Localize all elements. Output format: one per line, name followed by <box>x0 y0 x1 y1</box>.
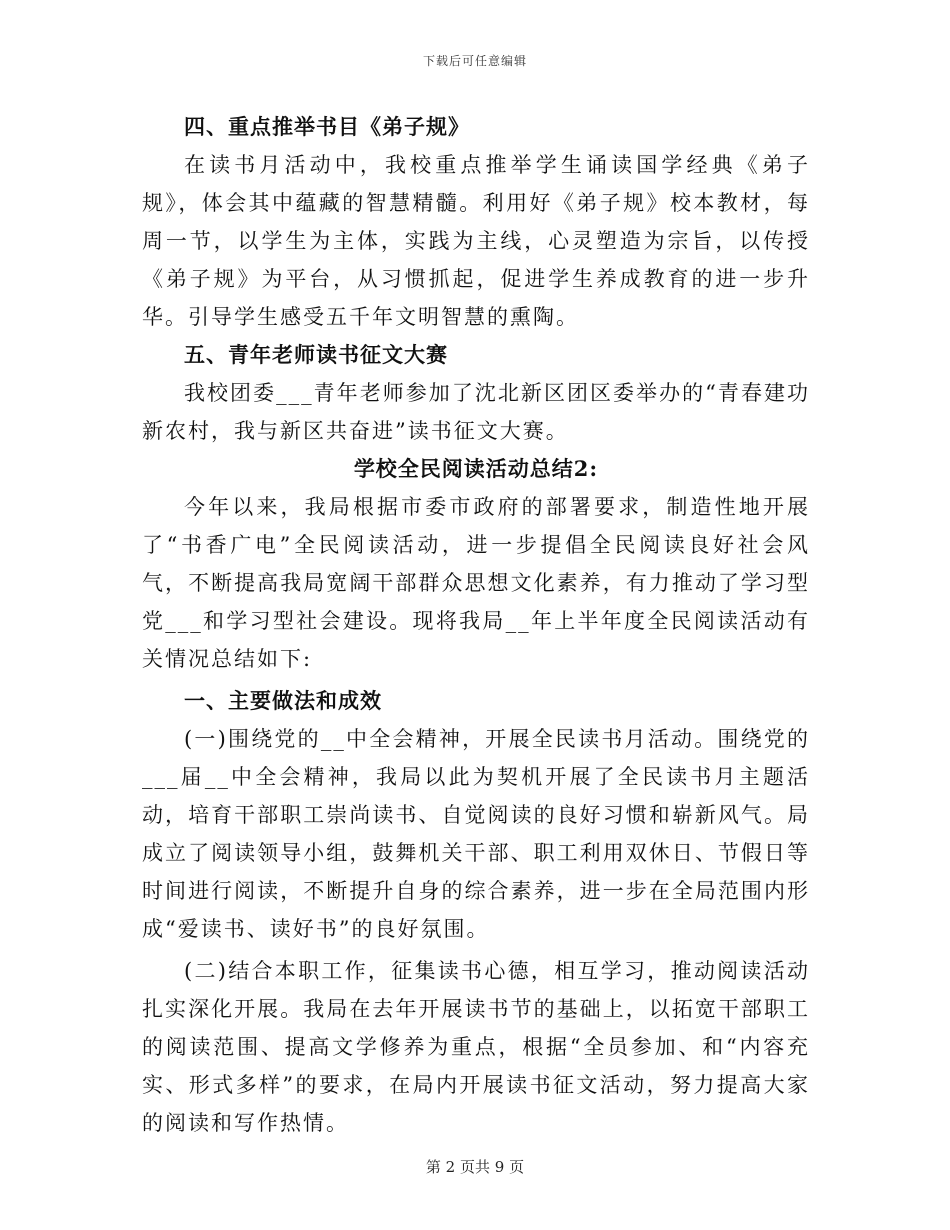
summary-2-title: 学校全民阅读活动总结2: <box>353 456 599 481</box>
section-5-heading: 五、青年老师读书征文大赛 <box>184 342 448 367</box>
practice-item-1: (一)围绕党的__中全会精神，开展全民读书月活动。围绕党的___届__中全会精神，我局以此为契机开展了全民读书月主题活动，培育干部职工崇尚读书、自觉阅读的良好习惯和崭新风气。局成立了阅读领导小组，鼓舞机关干部、职工利用双休日、节假日等时间进行阅读，不断提升自身的综合素养，进一步在全局范围内形成“爱读书、读好书”的良好氛围。 <box>142 727 810 941</box>
practice-item-2: (二)结合本职工作，征集读书心德，相互学习，推动阅读活动扎实深化开展。我局在去年开展读书节的基础上，以拓宽干部职工的阅读范围、提高文学修养为重点，根据“全员参加、和“内容充实、形式多样”的要求，在局内开展读书征文活动，努力提高大家的阅读和写作热情。 <box>142 959 810 1135</box>
section-5-paragraph: 我校团委___青年老师参加了沈北新区团区委举办的“青春建功新农村，我与新区共奋进”读书征文大赛。 <box>142 381 810 443</box>
page-number: 第 2 页共 9 页 <box>425 1158 525 1176</box>
section-4-paragraph: 在读书月活动中，我校重点推举学生诵读国学经典《弟子规》，体会其中蕴藏的智慧精髓。利用好《弟子规》校本教材，每周一节，以学生为主体，实践为主线，心灵塑造为宗旨，以传授《弟子规》为平台，从习惯抓起，促进学生养成教育的进一步升华。引导学生感受五千年文明智慧的熏陶。 <box>142 153 810 329</box>
document-body <box>142 108 810 1142</box>
summary-2-intro: 今年以来，我局根据市委市政府的部署要求，制造性地开展了“书香广电”全民阅读活动，进一步提倡全民阅读良好社会风气，不断提高我局宽阔干部群众思想文化素养，有力推动了学习型党___和学习型社会建设。现将我局__年上半年度全民阅读活动有关情况总结如下: <box>142 495 810 671</box>
page-header: 下载后可任意编辑 <box>422 54 527 68</box>
section-4-heading: 四、重点推举书目《弟子规》 <box>184 114 470 139</box>
main-practices-heading: 一、主要做法和成效 <box>184 688 382 713</box>
